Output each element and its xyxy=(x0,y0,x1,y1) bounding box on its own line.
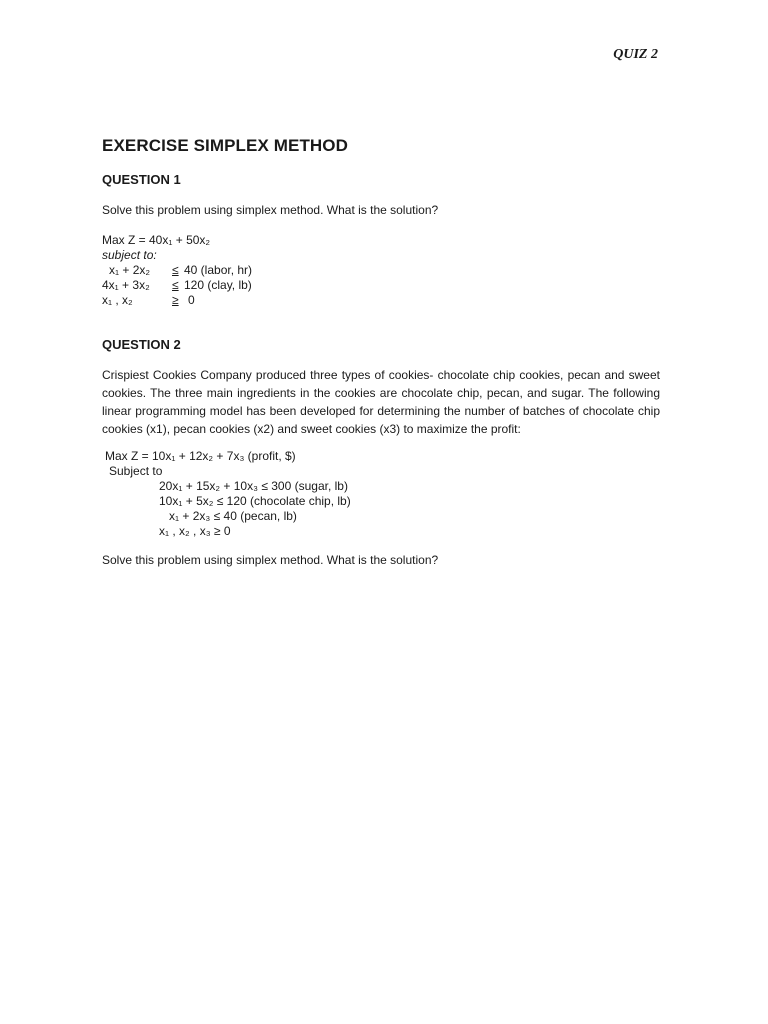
question-1-heading: QUESTION 1 xyxy=(102,172,181,187)
quiz-label: QUIZ 2 xyxy=(613,47,658,62)
q1-constraint-2-lhs: 4x₁ + 3x₂ xyxy=(102,278,150,292)
q2-constraint-2: 10x₁ + 5x₂ ≤ 120 (chocolate chip, lb) xyxy=(159,494,351,508)
q1-constraint-2-relation: ≤ xyxy=(172,278,179,292)
question-2-objective: Max Z = 10x₁ + 12x₂ + 7x₃ (profit, $) xyxy=(105,449,296,463)
q1-constraint-3-lhs: x₁ , x₂ xyxy=(102,293,133,307)
q1-constraint-1-rhs: 40 (labor, hr) xyxy=(184,263,253,277)
question-2-heading: QUESTION 2 xyxy=(102,337,181,352)
question-2-paragraph: Crispiest Cookies Company produced three types of cookies- chocolate chip cookies, pecan and sweet cookies. The three main ingredients in the cookies are chocolate chip, pecan, and sugar. The following linear programming model has been developed for determining the number of batches of chocolate chip cookies (x1), pecan cookies (x2) and sweet cookies (x3) to maximize the profit: xyxy=(102,368,660,436)
q1-constraint-1-lhs: x₁ + 2x₂ xyxy=(109,263,151,277)
q2-constraint-3: x₁ + 2x₃ ≤ 40 (pecan, lb) xyxy=(169,509,297,523)
q1-constraint-2-rhs: 120 (clay, lb) xyxy=(184,278,252,292)
page-title: EXERCISE SIMPLEX METHOD xyxy=(102,136,349,155)
q1-constraint-3-rhs: 0 xyxy=(188,293,195,307)
q2-constraint-1: 20x₁ + 15x₂ + 10x₃ ≤ 300 (sugar, lb) xyxy=(159,479,348,493)
question-1-prompt: Solve this problem using simplex method. What is the solution? xyxy=(102,203,439,217)
question-2-subject-to: Subject to xyxy=(109,464,163,478)
q2-constraint-4: x₁ , x₂ , x₃ ≥ 0 xyxy=(159,524,231,538)
q1-constraint-3-relation: ≥ xyxy=(172,293,179,307)
question-2-prompt: Solve this problem using simplex method. What is the solution? xyxy=(102,553,439,567)
question-1-subject-to: subject to: xyxy=(102,248,157,262)
question-1-objective: Max Z = 40x₁ + 50x₂ xyxy=(102,233,211,247)
q1-constraint-1-relation: ≤ xyxy=(172,263,179,277)
